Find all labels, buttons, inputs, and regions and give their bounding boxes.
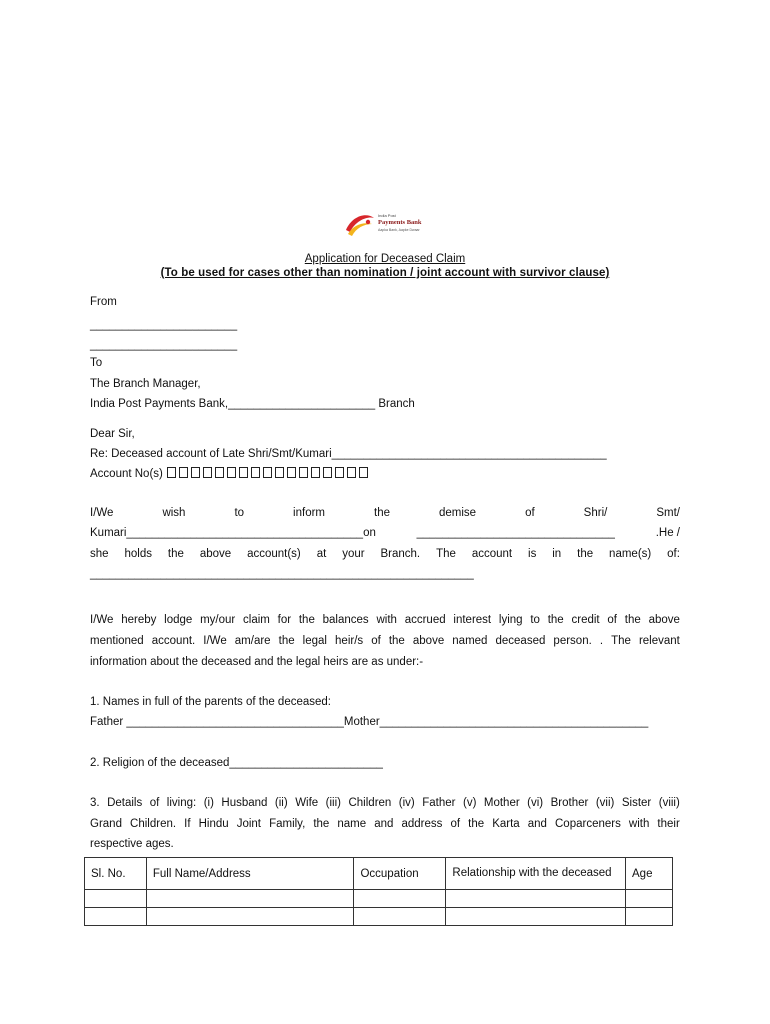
cell-occupation[interactable]: [354, 890, 446, 908]
word: hereby: [121, 614, 157, 626]
word: above: [412, 635, 445, 647]
para1-line2[interactable]: [90, 526, 680, 540]
word: (ii): [274, 797, 288, 809]
to-bank-branch[interactable]: India Post Payments Bank,_______________________ Branch: [90, 398, 415, 410]
word: of: [525, 507, 535, 519]
word: relevant: [638, 635, 680, 647]
form-title: Application for Deceased Claim: [304, 253, 466, 265]
para1-line2-mid: _______________________________: [416, 527, 615, 539]
word: the: [577, 548, 594, 560]
word: legal: [302, 635, 327, 647]
word: demise: [439, 507, 477, 519]
word: mentioned: [90, 635, 144, 647]
word: Details: [107, 797, 143, 809]
para1-line3: [90, 547, 680, 561]
para2-line1: [90, 613, 680, 627]
logo-line2: Payments Bank: [378, 219, 422, 226]
word: with: [376, 614, 397, 626]
word: Mother: [483, 797, 520, 809]
word: Smt/: [656, 507, 680, 519]
word: Father: [422, 797, 456, 809]
item3-line2: [90, 817, 680, 831]
para2-line2: [90, 634, 680, 648]
from-address-line-1[interactable]: _______________________: [90, 319, 238, 331]
word: balances: [322, 614, 369, 626]
word: the: [167, 548, 184, 560]
word: Coparceners: [555, 818, 621, 830]
account-digit-box[interactable]: [323, 467, 332, 478]
word: (v): [462, 797, 477, 809]
word: (iii): [325, 797, 341, 809]
word: Karta: [492, 818, 520, 830]
para2-line3: information about the deceased and the legal heirs are as under:-: [90, 656, 424, 668]
word: credit: [571, 614, 600, 626]
word: (vi): [527, 797, 544, 809]
word: above: [199, 548, 232, 560]
word: of:: [667, 548, 680, 560]
word: to: [530, 614, 540, 626]
col-age: Age: [626, 858, 673, 890]
account-digit-box[interactable]: [191, 467, 200, 478]
col-relationship: Relationship with the deceased: [446, 858, 626, 890]
account-digit-box[interactable]: [167, 467, 176, 478]
re-deceased-account-line[interactable]: Re: Deceased account of Late Shri/Smt/Kumari___________________________________________: [90, 448, 607, 460]
word: of: [149, 797, 160, 809]
word: Children: [348, 797, 392, 809]
logo-line1: India Post: [378, 213, 396, 218]
col-sl-no: Sl. No.: [85, 858, 147, 890]
account-digit-box[interactable]: [215, 467, 224, 478]
logo-line3: Aapka Bank, Aapke Dwaar: [378, 228, 420, 232]
word: Husband: [221, 797, 268, 809]
word: Sister: [621, 797, 652, 809]
form-subtitle: (To be used for cases other than nomination / joint account with survivor clause): [160, 267, 610, 279]
word: holds: [124, 548, 152, 560]
account-digit-box[interactable]: [335, 467, 344, 478]
item1-father-mother-line[interactable]: Father __________________________________Mother__________________________________________: [90, 716, 649, 728]
word: Wife: [295, 797, 319, 809]
word: the: [388, 635, 405, 647]
word: Joint: [236, 818, 261, 830]
word: is: [528, 548, 537, 560]
to-branch-manager: The Branch Manager,: [90, 378, 201, 390]
account-number-boxes[interactable]: [167, 467, 368, 478]
cell-age[interactable]: [626, 908, 673, 926]
word: living:: [166, 797, 197, 809]
word: lying: [498, 614, 523, 626]
word: account.: [151, 635, 196, 647]
word: (i): [203, 797, 214, 809]
word: the: [298, 614, 315, 626]
salutation: Dear Sir,: [90, 428, 135, 440]
table-row[interactable]: [85, 890, 673, 908]
table-header-row: [85, 858, 673, 890]
account-digit-box[interactable]: [179, 467, 188, 478]
word: the: [313, 818, 330, 830]
word: above: [648, 614, 680, 626]
cell-occupation[interactable]: [354, 908, 446, 926]
word: The: [436, 548, 456, 560]
word: of: [371, 635, 381, 647]
item3-line3: respective ages.: [90, 838, 174, 850]
word: The: [611, 635, 631, 647]
para1-account-names-line[interactable]: ____________________________________________________________: [90, 568, 474, 580]
word: Shri/: [583, 507, 608, 519]
cell-full-name-address[interactable]: [146, 890, 354, 908]
word: of: [607, 614, 617, 626]
word: for: [277, 614, 292, 626]
word: to: [234, 507, 245, 519]
word: the: [278, 635, 295, 647]
word: account(s): [247, 548, 301, 560]
word: your: [342, 548, 365, 560]
word: name: [337, 818, 367, 830]
word: Children.: [130, 818, 177, 830]
account-digit-box[interactable]: [287, 467, 296, 478]
word: heir/s: [335, 635, 364, 647]
para1-line2-left: Kumari_____________________________________on: [90, 527, 376, 539]
word: lodge: [164, 614, 193, 626]
word: (viii): [658, 797, 680, 809]
word: 3.: [90, 797, 100, 809]
cell-sl-no[interactable]: [85, 908, 147, 926]
word: deceased: [495, 635, 546, 647]
table-row[interactable]: [85, 908, 673, 926]
word: claim: [243, 614, 270, 626]
word: the: [468, 818, 485, 830]
word: I/We: [90, 614, 114, 626]
living-relatives-table: [84, 857, 673, 926]
word: at: [316, 548, 327, 560]
word: the: [624, 614, 641, 626]
account-digit-box[interactable]: [227, 467, 236, 478]
cell-full-name-address[interactable]: [146, 908, 354, 926]
account-number-row: [90, 467, 368, 481]
item3-line1: [90, 796, 680, 810]
account-digit-box[interactable]: [359, 467, 368, 478]
cell-age[interactable]: [626, 890, 673, 908]
account-digit-box[interactable]: [311, 467, 320, 478]
word: with: [628, 818, 650, 830]
word: in: [552, 548, 562, 560]
cell-relationship[interactable]: [446, 890, 626, 908]
word: the: [374, 507, 390, 519]
word: I/We: [90, 507, 114, 519]
word: their: [657, 818, 680, 830]
account-digit-box[interactable]: [263, 467, 272, 478]
word: (vii): [595, 797, 615, 809]
account-digit-box[interactable]: [203, 467, 212, 478]
item1-title: 1. Names in full of the parents of the deceased:: [90, 696, 332, 708]
word: inform: [293, 507, 325, 519]
word: (iv): [398, 797, 415, 809]
bank-logo: [342, 208, 428, 240]
word: Branch.: [380, 548, 421, 560]
account-digit-box[interactable]: [275, 467, 284, 478]
account-digit-box[interactable]: [347, 467, 356, 478]
cell-relationship[interactable]: [446, 908, 626, 926]
word: account: [471, 548, 513, 560]
cell-sl-no[interactable]: [85, 890, 147, 908]
word: If: [184, 818, 191, 830]
word: named: [452, 635, 488, 647]
account-number-label: Account No(s): [90, 468, 163, 480]
item2-religion-line[interactable]: 2. Religion of the deceased________________________: [90, 757, 383, 769]
word: name(s): [609, 548, 652, 560]
word: of: [450, 818, 461, 830]
word: interest: [453, 614, 492, 626]
para1-line2-right: .He /: [655, 527, 680, 539]
word: and: [527, 818, 547, 830]
word: and: [374, 818, 394, 830]
word: the: [547, 614, 564, 626]
word: am/are: [234, 635, 271, 647]
account-digit-box[interactable]: [239, 467, 248, 478]
para1-line1: [90, 506, 680, 520]
word: .: [599, 635, 604, 647]
word: Hindu: [198, 818, 229, 830]
word: Family,: [269, 818, 306, 830]
word: address: [401, 818, 443, 830]
word: accrued: [404, 614, 446, 626]
word: Grand: [90, 818, 122, 830]
to-label: To: [90, 357, 103, 369]
col-full-name-address: Full Name/Address: [146, 858, 354, 890]
col-occupation: Occupation: [354, 858, 446, 890]
from-label: From: [90, 296, 117, 308]
word: my/our: [200, 614, 236, 626]
word: she: [90, 548, 109, 560]
word: person.: [553, 635, 592, 647]
word: wish: [162, 507, 186, 519]
word: Brother: [550, 797, 589, 809]
from-address-line-2[interactable]: _______________________: [90, 339, 238, 351]
account-digit-box[interactable]: [299, 467, 308, 478]
word: I/We: [203, 635, 227, 647]
account-digit-box[interactable]: [251, 467, 260, 478]
